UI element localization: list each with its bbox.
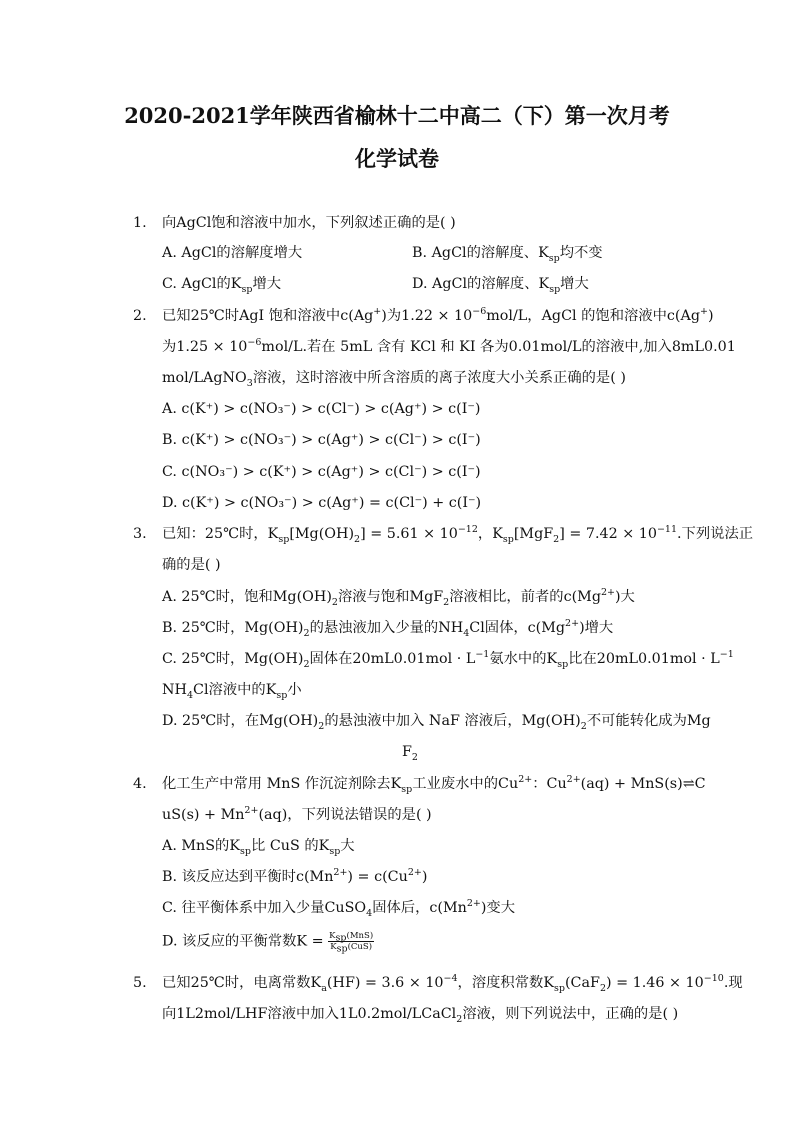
option-d: D. 该反应的平衡常数K = $\frac{K_{sp}(MnS)}{K_{sp}(CuS)}$ (162, 931, 374, 955)
question-stem: 向AgCl饱和溶液中加水，下列叙述正确的是( ) (162, 215, 456, 231)
page-title: 2020-2021学年陕西省榆林十二中高二（下）第一次月考 (124, 103, 670, 128)
option-d-cont: $F_2$ (402, 744, 418, 763)
question-stem-line: $uS(s) + Mn^{2+}(aq)$，下列说法错误的是( ) (162, 805, 432, 823)
question-number: 4. (133, 776, 147, 792)
option-d: D. 25℃时，在$Mg(OH)_2$的悬浊液中加入 NaF 溶液后，$Mg(OH)_2$不可能转化成为Mg (162, 713, 711, 732)
option-b: B. AgCl的溶解度、$K_{sp}$均不变 (412, 245, 603, 264)
question-number: 3. (133, 526, 147, 542)
question-stem-line: mol/LAgNO$_3$溶液，这时溶液中所含溶质的离子浓度大小关系正确的是( ) (162, 370, 626, 389)
question-number: 2. (133, 308, 147, 324)
option-c: C. c(NO₃⁻) > c(K⁺) > c(Ag⁺) > c(Cl⁻) > c(I⁻) (162, 464, 481, 480)
option-c: C. AgCl的$K_{sp}$增大 (162, 276, 282, 295)
option-a: A. c(K⁺) > c(NO₃⁻) > c(Cl⁻) > c(Ag⁺) > c(I⁻) (162, 401, 481, 417)
option-a: A. MnS的$K_{sp}$比 CuS 的$K_{sp}$大 (162, 838, 355, 857)
option-a: A. 25℃时，饱和$Mg(OH)_2$溶液与饱和MgF$_2$溶液相比，前者的$c(Mg^{2+})$大 (162, 587, 635, 608)
question-stem-line: 确的是( ) (162, 557, 221, 573)
question-stem-line: 已知25℃时AgI 饱和溶液中c(Ag+)为$1.22 \times 10^{-6}mol/L$，AgCl 的饱和溶液中c(Ag+) (162, 306, 714, 324)
question-number: 1. (133, 215, 147, 231)
question-stem-line: 向1L2mol/LHF溶液中加入1L0.2mol/LCaCl$_2$溶液，则下列说法中，正确的是( ) (162, 1006, 679, 1025)
option-b: B. c(K⁺) > c(NO₃⁻) > c(Ag⁺) > c(Cl⁻) > c(I⁻) (162, 432, 481, 448)
question-stem-line: 已知25℃时，电离常数$K_a(HF) = 3.6 \times 10^{-4}$，溶度积常数$K_{sp}(CaF_2) = 1.46 \times 10^{-10}$.现 (162, 973, 743, 994)
question-stem-line: 化工生产中常用 MnS 作沉淀剂除去$K_{sp}$工业废水中的$Cu^{2+}$：$Cu^{2+}(aq)$ + MnS(s)⇌C (162, 774, 706, 795)
ksp-fraction: $\frac{K_{sp}(MnS)}{K_{sp}(CuS)}$ (329, 931, 374, 955)
option-c-cont: $NH_4Cl$溶液中的$K_{sp}$小 (162, 682, 302, 701)
option-d: D. c(K⁺) > c(NO₃⁻) > c(Ag⁺) = c(Cl⁻) + c(I⁻) (162, 495, 482, 511)
option-c: C. 往平衡体系中加入少量CuSO$_4$固体后，$c(Mn^{2+})$变大 (162, 898, 516, 919)
option-d: D. AgCl的溶解度、$K_{sp}$增大 (412, 276, 589, 295)
page-subtitle: 化学试卷 (355, 146, 439, 171)
option-a: A. AgCl的溶解度增大 (162, 245, 303, 261)
question-number: 5. (133, 975, 147, 991)
question-stem-line: 已知：25℃时，$K_{sp}[Mg(OH)_2] = 5.61 \times 10^{-12}$，$K_{sp}[MgF_2] = 7.42 \times 10^{-11}$.下列说法正 (162, 524, 754, 545)
option-c: C. 25℃时，$Mg(OH)_2$固体在$20mL0.01mol \cdot L^{-1}$氨水中的$K_{sp}$比在$20mL0.01mol \cdot L^{-1}$ (162, 649, 734, 670)
question-stem-line: 为$1.25 \times 10^{-6}mol/L$.若在 5mL 含有 KCl 和 KI 各为0.01mol/L的溶液中,加入8mL0.01 (162, 337, 736, 355)
option-b: B. 该反应达到平衡时$c(Mn^{2+}) = c(Cu^{2+})$ (162, 867, 428, 885)
option-b: B. 25℃时，$Mg(OH)_2$的悬浊液加入少量的$NH_4Cl$固体，$c(Mg^{2+})$增大 (162, 618, 614, 639)
